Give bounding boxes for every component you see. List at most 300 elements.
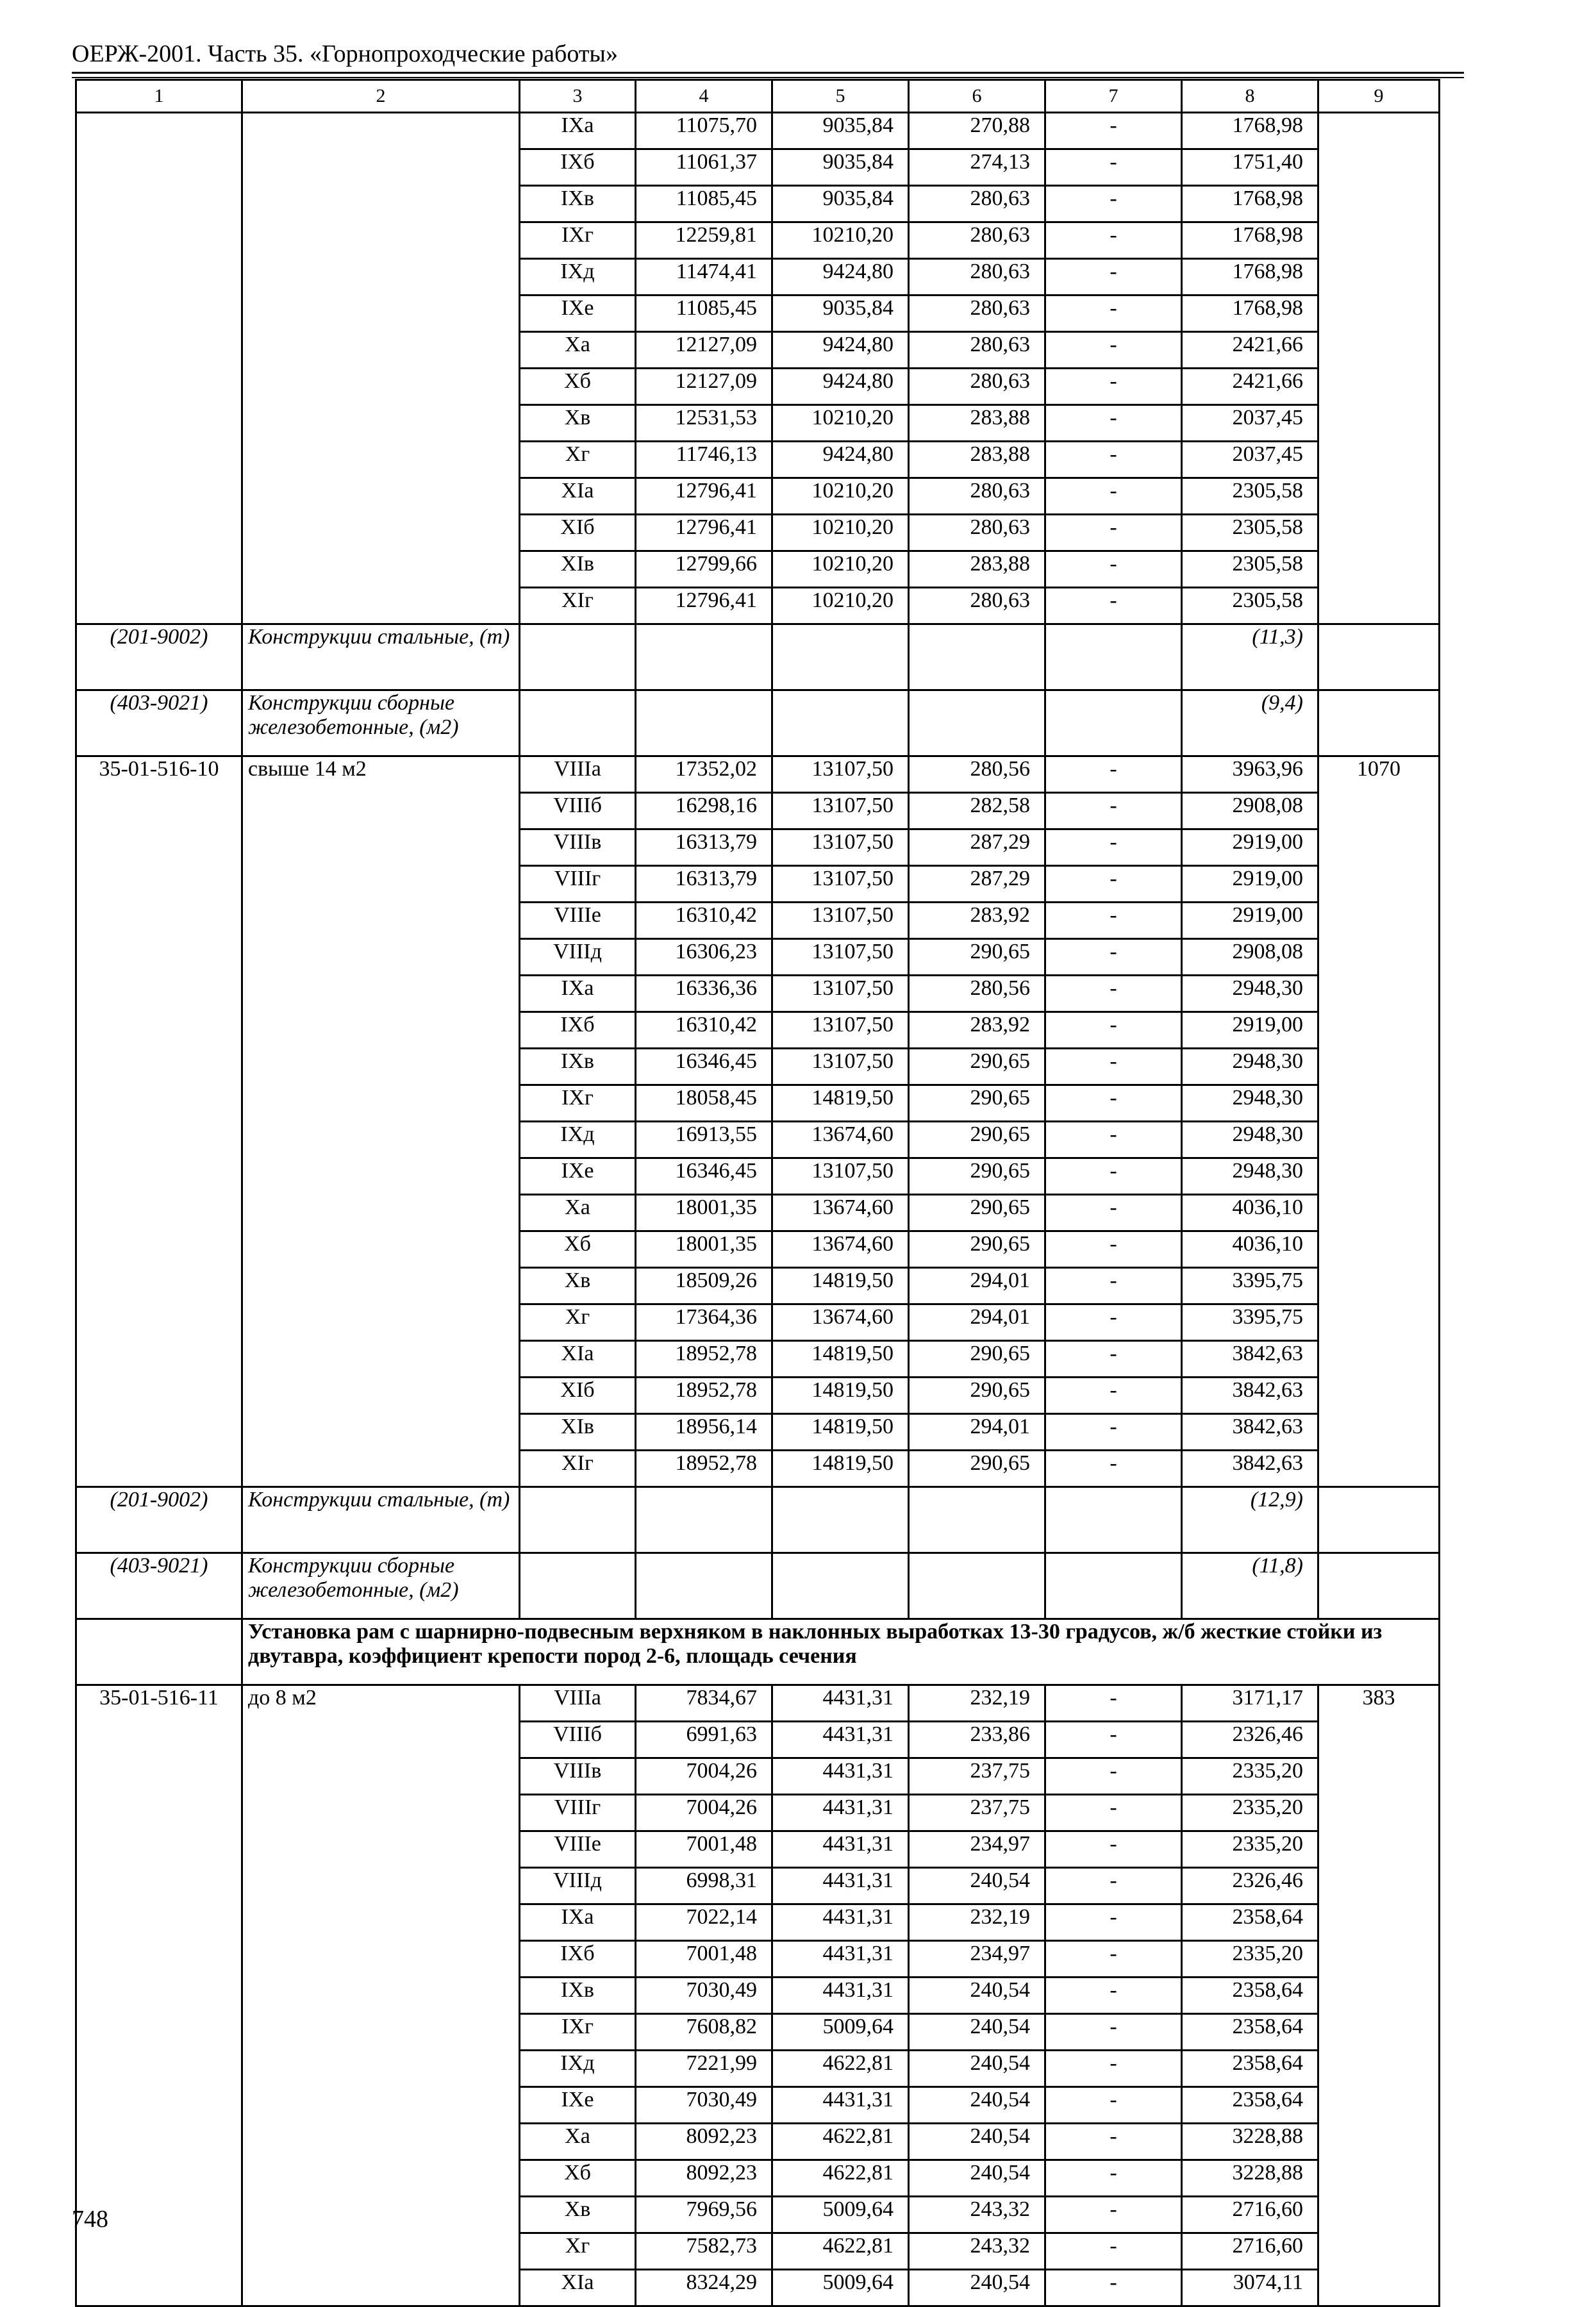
table-row (76, 2233, 1440, 2270)
machinery-cell: 287,29 (909, 866, 1045, 903)
machinist-wages-cell: - (1045, 866, 1182, 903)
section-code-cell (76, 1619, 242, 1685)
total-cost-cell: 17364,36 (636, 1304, 772, 1341)
work-description-cell (242, 442, 520, 478)
rate-code-cell (76, 866, 242, 903)
machinist-wages-cell: - (1045, 551, 1182, 588)
materials-cell: 2948,30 (1182, 1049, 1318, 1085)
zone-cell: VIIIв (520, 1758, 636, 1795)
work-description-cell (242, 551, 520, 588)
zone-cell: IXв (520, 1978, 636, 2014)
machinist-wages-cell: - (1045, 515, 1182, 551)
rate-code-cell (76, 1012, 242, 1049)
zone-cell: VIIIг (520, 1795, 636, 1831)
wages-cell: 14819,50 (772, 1085, 909, 1122)
labor-cell (1318, 515, 1440, 551)
rates-table (75, 79, 1440, 2307)
machinery-cell: 240,54 (909, 2087, 1045, 2124)
materials-cell: 1768,98 (1182, 259, 1318, 296)
machinery-cell: 290,65 (909, 1231, 1045, 1268)
table-row (76, 939, 1440, 976)
rate-code-cell (76, 1085, 242, 1122)
machinery-cell: 283,88 (909, 551, 1045, 588)
table-row (76, 1085, 1440, 1122)
rate-code-cell (76, 2270, 242, 2306)
machinist-wages-cell: - (1045, 2051, 1182, 2087)
zone-cell: VIIIе (520, 1831, 636, 1868)
zone-cell: IXд (520, 1122, 636, 1158)
table-row (76, 1378, 1440, 1414)
table-row (76, 1685, 1440, 1722)
materials-cell: 3395,75 (1182, 1304, 1318, 1341)
total-cost-cell: 8324,29 (636, 2270, 772, 2306)
rate-code-cell (76, 515, 242, 551)
labor-cell (1318, 1378, 1440, 1414)
materials-cell: 2716,60 (1182, 2233, 1318, 2270)
rate-code-cell (76, 903, 242, 939)
total-cost-cell: 18952,78 (636, 1378, 772, 1414)
zone-cell: IXв (520, 1049, 636, 1085)
total-cost-cell: 11746,13 (636, 442, 772, 478)
wages-cell: 9035,84 (772, 186, 909, 222)
work-description-cell (242, 1049, 520, 1085)
labor-cell (1318, 2270, 1440, 2306)
materials-cell: 2305,58 (1182, 588, 1318, 624)
machinery-cell: 290,65 (909, 1085, 1045, 1122)
work-description-cell (242, 2014, 520, 2051)
rate-code-cell: (403-9021) (76, 690, 242, 756)
work-description-cell (242, 2124, 520, 2160)
total-cost-cell: 16298,16 (636, 793, 772, 829)
rate-code-cell (76, 1451, 242, 1487)
materials-cell: 3171,17 (1182, 1685, 1318, 1722)
machinery-cell: 237,75 (909, 1758, 1045, 1795)
labor-cell (1318, 369, 1440, 405)
wages-cell: 13107,50 (772, 756, 909, 793)
machinist-wages-cell: - (1045, 2197, 1182, 2233)
total-cost-cell: 7022,14 (636, 1904, 772, 1941)
total-cost-cell: 18952,78 (636, 1451, 772, 1487)
machinery-cell: 290,65 (909, 1158, 1045, 1195)
zone-cell: VIIIа (520, 1685, 636, 1722)
table-row (76, 2197, 1440, 2233)
labor-cell (1318, 1978, 1440, 2014)
wages-cell: 10210,20 (772, 515, 909, 551)
total-cost-cell: 12531,53 (636, 405, 772, 442)
rate-code-cell: (201-9002) (76, 624, 242, 690)
total-cost-cell: 7582,73 (636, 2233, 772, 2270)
rate-code-cell (76, 551, 242, 588)
machinery-cell: 290,65 (909, 1378, 1045, 1414)
rate-code-cell (76, 442, 242, 478)
work-description-cell (242, 1758, 520, 1795)
table-row (76, 259, 1440, 296)
labor-cell (1318, 222, 1440, 259)
machinist-wages-cell (1045, 1487, 1182, 1553)
work-description-cell (242, 1231, 520, 1268)
rate-code-cell (76, 1231, 242, 1268)
labor-cell (1318, 149, 1440, 186)
machinist-wages-cell: - (1045, 1758, 1182, 1795)
rate-code-cell (76, 1795, 242, 1831)
table-row (76, 1049, 1440, 1085)
materials-cell: 4036,10 (1182, 1195, 1318, 1231)
table-row (76, 149, 1440, 186)
resource-row (76, 1553, 1440, 1619)
table-row (76, 2160, 1440, 2197)
zone-cell: XIв (520, 551, 636, 588)
total-cost-cell: 16336,36 (636, 976, 772, 1012)
materials-cell: 2919,00 (1182, 1012, 1318, 1049)
zone-cell: XIг (520, 1451, 636, 1487)
labor-cell (1318, 113, 1440, 149)
machinist-wages-cell: - (1045, 1085, 1182, 1122)
materials-cell: 2358,64 (1182, 2014, 1318, 2051)
machinery-cell: 283,88 (909, 405, 1045, 442)
zone-cell: IXб (520, 1012, 636, 1049)
machinery-cell: 280,63 (909, 259, 1045, 296)
machinist-wages-cell: - (1045, 2014, 1182, 2051)
work-description-cell (242, 186, 520, 222)
wages-cell: 4622,81 (772, 2233, 909, 2270)
table-row (76, 756, 1440, 793)
materials-cell: (9,4) (1182, 690, 1318, 756)
work-description-cell (242, 1012, 520, 1049)
total-cost-cell: 11474,41 (636, 259, 772, 296)
section-heading-row (76, 1619, 1440, 1685)
total-cost-cell: 12796,41 (636, 515, 772, 551)
materials-cell: 2335,20 (1182, 1831, 1318, 1868)
resource-row (76, 1487, 1440, 1553)
materials-cell: 2358,64 (1182, 2087, 1318, 2124)
total-cost-cell: 12127,09 (636, 332, 772, 369)
labor-cell (1318, 1049, 1440, 1085)
rate-code-cell (76, 1904, 242, 1941)
machinery-cell: 280,63 (909, 478, 1045, 515)
total-cost-cell: 18001,35 (636, 1231, 772, 1268)
rate-code-cell (76, 1758, 242, 1795)
machinery-cell: 280,63 (909, 588, 1045, 624)
table-row (76, 866, 1440, 903)
work-description-cell: Конструкции сборные железобетонные, (м2) (242, 1553, 520, 1619)
work-description-cell (242, 222, 520, 259)
zone-cell: VIIIд (520, 939, 636, 976)
machinery-cell: 290,65 (909, 1049, 1045, 1085)
machinery-cell: 232,19 (909, 1904, 1045, 1941)
wages-cell: 4431,31 (772, 1904, 909, 1941)
total-cost-cell: 7834,67 (636, 1685, 772, 1722)
zone-cell: IXа (520, 113, 636, 149)
zone-cell: XIа (520, 2270, 636, 2306)
work-description-cell (242, 1304, 520, 1341)
total-cost-cell: 11075,70 (636, 113, 772, 149)
machinist-wages-cell: - (1045, 1904, 1182, 1941)
zone-cell: XIа (520, 478, 636, 515)
total-cost-cell: 12259,81 (636, 222, 772, 259)
total-cost-cell: 12796,41 (636, 478, 772, 515)
total-cost-cell: 16346,45 (636, 1158, 772, 1195)
wages-cell: 14819,50 (772, 1341, 909, 1378)
work-description-cell (242, 369, 520, 405)
machinist-wages-cell: - (1045, 222, 1182, 259)
table-body (76, 113, 1440, 2306)
work-description-cell (242, 2160, 520, 2197)
machinist-wages-cell: - (1045, 903, 1182, 939)
table-row (76, 976, 1440, 1012)
work-description-cell (242, 1195, 520, 1231)
labor-cell (1318, 1304, 1440, 1341)
zone-cell: IXе (520, 296, 636, 332)
wages-cell: 9035,84 (772, 113, 909, 149)
labor-cell (1318, 1231, 1440, 1268)
column-number: 7 (1045, 80, 1182, 113)
zone-cell (520, 624, 636, 690)
labor-cell (1318, 186, 1440, 222)
labor-cell (1318, 793, 1440, 829)
machinist-wages-cell: - (1045, 1341, 1182, 1378)
work-description-cell (242, 2233, 520, 2270)
column-number: 4 (636, 80, 772, 113)
materials-cell: 1768,98 (1182, 296, 1318, 332)
rate-code-cell: 35-01-516-11 (76, 1685, 242, 1722)
wages-cell: 4622,81 (772, 2051, 909, 2087)
labor-cell (1318, 903, 1440, 939)
labor-cell (1318, 2160, 1440, 2197)
labor-cell (1318, 690, 1440, 756)
work-description-cell (242, 1085, 520, 1122)
table-row (76, 478, 1440, 515)
zone-cell: XIг (520, 588, 636, 624)
zone-cell: VIIIе (520, 903, 636, 939)
labor-cell (1318, 551, 1440, 588)
table-row (76, 1941, 1440, 1978)
machinist-wages-cell: - (1045, 976, 1182, 1012)
table-row (76, 829, 1440, 866)
labor-cell (1318, 405, 1440, 442)
machinist-wages-cell: - (1045, 332, 1182, 369)
zone-cell: Xб (520, 369, 636, 405)
total-cost-cell: 7004,26 (636, 1795, 772, 1831)
table-row (76, 1341, 1440, 1378)
zone-cell: Xб (520, 2160, 636, 2197)
rate-code-cell (76, 1268, 242, 1304)
work-description-cell (242, 793, 520, 829)
work-description-cell (242, 149, 520, 186)
rate-code-cell: (403-9021) (76, 1553, 242, 1619)
labor-cell (1318, 1904, 1440, 1941)
zone-cell: VIIIд (520, 1868, 636, 1904)
rate-code-cell (76, 939, 242, 976)
materials-cell: 2948,30 (1182, 1122, 1318, 1158)
rate-code-cell (76, 793, 242, 829)
total-cost-cell: 12127,09 (636, 369, 772, 405)
rate-code-cell (76, 1195, 242, 1231)
machinist-wages-cell: - (1045, 149, 1182, 186)
zone-cell: IXг (520, 2014, 636, 2051)
table-row (76, 2270, 1440, 2306)
total-cost-cell: 18952,78 (636, 1341, 772, 1378)
labor-cell (1318, 1553, 1440, 1619)
labor-cell (1318, 2197, 1440, 2233)
machinery-cell: 234,97 (909, 1831, 1045, 1868)
machinery-cell: 290,65 (909, 1341, 1045, 1378)
rate-code-cell (76, 829, 242, 866)
wages-cell: 4431,31 (772, 1685, 909, 1722)
zone-cell: Xг (520, 2233, 636, 2270)
machinist-wages-cell: - (1045, 1268, 1182, 1304)
materials-cell: 1751,40 (1182, 149, 1318, 186)
machinery-cell: 243,32 (909, 2197, 1045, 2233)
machinist-wages-cell: - (1045, 829, 1182, 866)
table-row (76, 296, 1440, 332)
machinery-cell: 280,63 (909, 222, 1045, 259)
labor-cell (1318, 829, 1440, 866)
labor-cell (1318, 1122, 1440, 1158)
machinist-wages-cell: - (1045, 1868, 1182, 1904)
zone-cell: VIIIб (520, 793, 636, 829)
zone-cell: Xа (520, 2124, 636, 2160)
labor-cell (1318, 1795, 1440, 1831)
machinist-wages-cell: - (1045, 1304, 1182, 1341)
wages-cell (772, 1487, 909, 1553)
labor-cell (1318, 1341, 1440, 1378)
wages-cell: 13107,50 (772, 976, 909, 1012)
zone-cell: XIб (520, 515, 636, 551)
zone-cell: IXд (520, 259, 636, 296)
work-description-cell (242, 903, 520, 939)
machinery-cell: 280,56 (909, 976, 1045, 1012)
wages-cell: 9424,80 (772, 442, 909, 478)
machinist-wages-cell: - (1045, 369, 1182, 405)
total-cost-cell: 11061,37 (636, 149, 772, 186)
zone-cell: IXе (520, 2087, 636, 2124)
wages-cell: 4622,81 (772, 2160, 909, 2197)
labor-cell (1318, 1158, 1440, 1195)
work-description-cell (242, 1831, 520, 1868)
total-cost-cell: 7608,82 (636, 2014, 772, 2051)
wages-cell: 9035,84 (772, 149, 909, 186)
rate-code-cell (76, 1378, 242, 1414)
machinery-cell: 283,92 (909, 903, 1045, 939)
zone-cell: Xв (520, 2197, 636, 2233)
work-description-cell (242, 2051, 520, 2087)
machinery-cell: 270,88 (909, 113, 1045, 149)
work-description-cell (242, 1122, 520, 1158)
work-description-cell (242, 478, 520, 515)
table-row (76, 1758, 1440, 1795)
machinery-cell: 290,65 (909, 1195, 1045, 1231)
machinery-cell: 280,63 (909, 515, 1045, 551)
resource-row (76, 690, 1440, 756)
wages-cell: 4431,31 (772, 1831, 909, 1868)
materials-cell: 3842,63 (1182, 1451, 1318, 1487)
machinist-wages-cell: - (1045, 1795, 1182, 1831)
machinist-wages-cell: - (1045, 1231, 1182, 1268)
total-cost-cell: 11085,45 (636, 296, 772, 332)
wages-cell: 4431,31 (772, 1795, 909, 1831)
wages-cell: 9424,80 (772, 369, 909, 405)
labor-cell (1318, 478, 1440, 515)
machinist-wages-cell (1045, 1553, 1182, 1619)
section-heading: Установка рам с шарнирно-подвесным верхняком в наклонных выработках 13-30 градусов, ж/б жесткие стойки из двутавра, коэффициент крепости пород 2-6, площадь сечения (242, 1619, 1440, 1685)
rate-code-cell: (201-9002) (76, 1487, 242, 1553)
work-description-cell (242, 1378, 520, 1414)
rate-code-cell (76, 149, 242, 186)
table-row (76, 1158, 1440, 1195)
zone-cell (520, 1487, 636, 1553)
rate-code-cell (76, 1722, 242, 1758)
total-cost-cell: 11085,45 (636, 186, 772, 222)
work-description-cell (242, 939, 520, 976)
wages-cell (772, 690, 909, 756)
wages-cell: 9035,84 (772, 296, 909, 332)
labor-cell (1318, 1085, 1440, 1122)
labor-cell (1318, 866, 1440, 903)
work-description-cell (242, 1941, 520, 1978)
table-row (76, 793, 1440, 829)
table-row (76, 1722, 1440, 1758)
materials-cell: (12,9) (1182, 1487, 1318, 1553)
labor-cell (1318, 296, 1440, 332)
table-row (76, 1304, 1440, 1341)
wages-cell: 10210,20 (772, 222, 909, 259)
machinist-wages-cell: - (1045, 939, 1182, 976)
column-number: 1 (76, 80, 242, 113)
machinist-wages-cell: - (1045, 588, 1182, 624)
rate-code-cell (76, 113, 242, 149)
zone-cell: IXг (520, 1085, 636, 1122)
zone-cell (520, 690, 636, 756)
total-cost-cell: 16313,79 (636, 829, 772, 866)
zone-cell: Xб (520, 1231, 636, 1268)
wages-cell (772, 1553, 909, 1619)
wages-cell: 13107,50 (772, 829, 909, 866)
machinist-wages-cell: - (1045, 2233, 1182, 2270)
zone-cell: VIIIг (520, 866, 636, 903)
materials-cell: 2948,30 (1182, 1158, 1318, 1195)
wages-cell: 9424,80 (772, 332, 909, 369)
table-row (76, 1795, 1440, 1831)
materials-cell: 3228,88 (1182, 2124, 1318, 2160)
materials-cell: 2421,66 (1182, 332, 1318, 369)
machinist-wages-cell: - (1045, 1122, 1182, 1158)
rate-code-cell (76, 332, 242, 369)
machinery-cell: 240,54 (909, 2124, 1045, 2160)
table-row (76, 2014, 1440, 2051)
labor-cell (1318, 1451, 1440, 1487)
machinery-cell: 290,65 (909, 939, 1045, 976)
machinery-cell: 283,92 (909, 1012, 1045, 1049)
work-description-cell (242, 1341, 520, 1378)
machinery-cell (909, 1553, 1045, 1619)
rate-code-cell (76, 1049, 242, 1085)
header-rule-thin (72, 77, 1464, 78)
machinist-wages-cell: - (1045, 1451, 1182, 1487)
work-description-cell (242, 1722, 520, 1758)
machinist-wages-cell: - (1045, 2270, 1182, 2306)
wages-cell: 4431,31 (772, 1941, 909, 1978)
wages-cell: 4431,31 (772, 1978, 909, 2014)
total-cost-cell: 16306,23 (636, 939, 772, 976)
materials-cell: 1768,98 (1182, 113, 1318, 149)
machinery-cell: 294,01 (909, 1268, 1045, 1304)
machinist-wages-cell: - (1045, 296, 1182, 332)
table-row (76, 222, 1440, 259)
page-header-title: ОЕРЖ-2001. Часть 35. «Горнопроходческие работы» (72, 40, 618, 67)
machinery-cell: 287,29 (909, 829, 1045, 866)
materials-cell: 1768,98 (1182, 186, 1318, 222)
rate-code-cell (76, 1122, 242, 1158)
